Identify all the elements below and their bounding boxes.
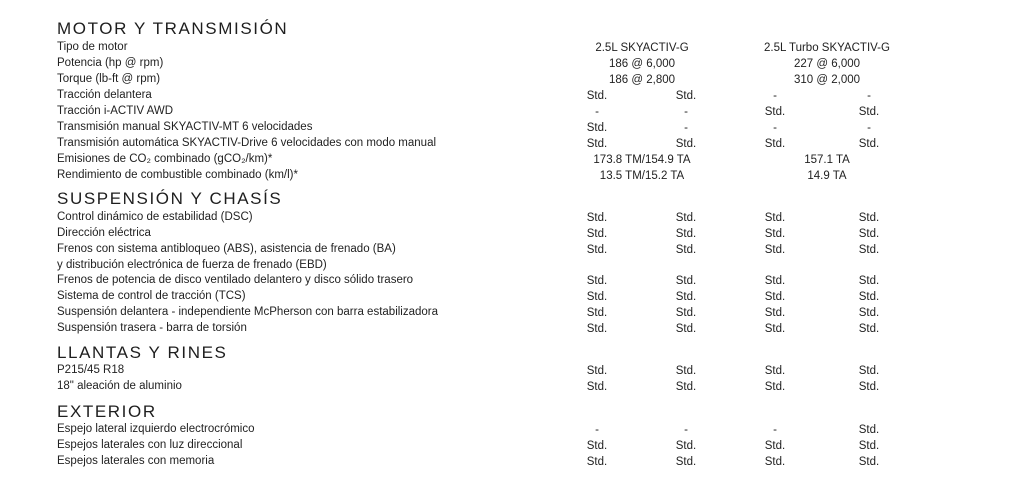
spec-value: - bbox=[595, 106, 599, 118]
spec-value: Std. bbox=[858, 307, 880, 319]
spec-row bbox=[57, 88, 957, 104]
spec-value: - bbox=[773, 90, 777, 102]
spec-label: Torque (lb-ft @ rpm) bbox=[57, 73, 161, 85]
spec-label: Sistema de control de tracción (TCS) bbox=[57, 290, 246, 302]
spec-row bbox=[57, 363, 957, 379]
spec-value: - bbox=[773, 424, 777, 436]
spec-label: Tracción i-ACTIV AWD bbox=[57, 105, 174, 117]
spec-value: Std. bbox=[586, 291, 608, 303]
spec-value: Std. bbox=[764, 275, 786, 287]
spec-value-merged: 173.8 TM/154.9 TA bbox=[593, 154, 691, 166]
spec-label: Espejos laterales con memoria bbox=[57, 455, 215, 467]
spec-value-merged: 186 @ 6,000 bbox=[608, 58, 676, 70]
section-title: LLANTAS Y RINES bbox=[57, 343, 228, 362]
spec-value: Std. bbox=[858, 275, 880, 287]
spec-row bbox=[57, 210, 957, 226]
spec-value: Std. bbox=[675, 90, 697, 102]
spec-value: Std. bbox=[858, 365, 880, 377]
spec-value: Std. bbox=[586, 456, 608, 468]
spec-value: Std. bbox=[586, 138, 608, 150]
spec-label: Control dinámico de estabilidad (DSC) bbox=[57, 211, 253, 223]
spec-value: Std. bbox=[764, 228, 786, 240]
spec-label: Espejo lateral izquierdo electrocrómico bbox=[57, 423, 255, 435]
spec-label: Transmisión automática SKYACTIV-Drive 6 velocidades con modo manual bbox=[57, 137, 437, 149]
spec-label: Potencia (hp @ rpm) bbox=[57, 57, 164, 69]
spec-value: Std. bbox=[586, 122, 608, 134]
spec-label: Emisiones de CO₂ combinado (gCO₂/km)* bbox=[57, 153, 273, 165]
spec-value: Std. bbox=[675, 244, 697, 256]
spec-value: - bbox=[684, 424, 688, 436]
spec-label: Suspensión delantera - independiente McPherson con barra estabilizadora bbox=[57, 306, 439, 318]
spec-value-merged: 157.1 TA bbox=[804, 154, 850, 166]
spec-row bbox=[57, 56, 957, 72]
spec-value: Std. bbox=[858, 244, 880, 256]
spec-value: - bbox=[867, 90, 871, 102]
spec-value: Std. bbox=[675, 440, 697, 452]
spec-value-merged: 227 @ 6,000 bbox=[793, 58, 861, 70]
spec-label: Dirección eléctrica bbox=[57, 227, 151, 239]
spec-value: Std. bbox=[675, 323, 697, 335]
spec-value: Std. bbox=[764, 440, 786, 452]
spec-value: - bbox=[773, 122, 777, 134]
spec-value: Std. bbox=[858, 456, 880, 468]
spec-value: Std. bbox=[675, 212, 697, 224]
spec-value: Std. bbox=[858, 228, 880, 240]
spec-label-cont: y distribución electrónica de fuerza de frenado (EBD) bbox=[57, 258, 327, 271]
spec-value-merged: 2.5L Turbo SKYACTIV-G bbox=[764, 42, 890, 54]
spec-value: Std. bbox=[586, 440, 608, 452]
spec-value: Std. bbox=[858, 381, 880, 393]
spec-row bbox=[57, 40, 957, 56]
spec-row bbox=[57, 273, 957, 289]
spec-value: Std. bbox=[764, 323, 786, 335]
spec-value: Std. bbox=[764, 456, 786, 468]
spec-value: Std. bbox=[858, 106, 880, 118]
spec-value: Std. bbox=[764, 106, 786, 118]
spec-row bbox=[57, 289, 957, 305]
spec-label-block bbox=[57, 242, 577, 273]
spec-value: Std. bbox=[858, 440, 880, 452]
spec-row bbox=[57, 120, 957, 136]
spec-label: Suspensión trasera - barra de torsión bbox=[57, 322, 247, 334]
spec-value: Std. bbox=[858, 212, 880, 224]
section-title: MOTOR Y TRANSMISIÓN bbox=[57, 19, 289, 38]
spec-label: Tipo de motor bbox=[57, 41, 128, 53]
spec-value: - bbox=[595, 424, 599, 436]
spec-value: Std. bbox=[586, 307, 608, 319]
spec-value: Std. bbox=[764, 381, 786, 393]
spec-value: Std. bbox=[675, 456, 697, 468]
spec-value: Std. bbox=[858, 323, 880, 335]
spec-value: - bbox=[684, 122, 688, 134]
spec-row bbox=[57, 136, 957, 152]
spec-label: P215/45 R18 bbox=[57, 364, 125, 376]
spec-value: Std. bbox=[675, 365, 697, 377]
spec-value-merged: 14.9 TA bbox=[807, 170, 847, 182]
spec-value: - bbox=[867, 122, 871, 134]
spec-value: Std. bbox=[586, 275, 608, 287]
spec-value: Std. bbox=[675, 381, 697, 393]
spec-value: Std. bbox=[764, 307, 786, 319]
spec-value-merged: 186 @ 2,800 bbox=[608, 74, 676, 86]
spec-value: Std. bbox=[675, 228, 697, 240]
spec-value: Std. bbox=[675, 291, 697, 303]
spec-value: Std. bbox=[858, 138, 880, 150]
spec-value-merged: 13.5 TM/15.2 TA bbox=[599, 170, 685, 182]
spec-label: Frenos con sistema antibloqueo (ABS), asistencia de frenado (BA) bbox=[57, 243, 396, 255]
spec-label: 18" aleación de aluminio bbox=[57, 380, 182, 392]
spec-label: Tracción delantera bbox=[57, 89, 152, 101]
spec-value: Std. bbox=[675, 275, 697, 287]
spec-value: Std. bbox=[764, 244, 786, 256]
spec-row bbox=[57, 242, 957, 273]
spec-value: Std. bbox=[764, 365, 786, 377]
spec-value: Std. bbox=[586, 90, 608, 102]
spec-row bbox=[57, 438, 957, 454]
spec-value-merged: 310 @ 2,000 bbox=[793, 74, 861, 86]
spec-value: Std. bbox=[764, 291, 786, 303]
spec-row bbox=[57, 321, 957, 337]
spec-value: Std. bbox=[858, 291, 880, 303]
spec-row bbox=[57, 104, 957, 120]
spec-value: - bbox=[684, 106, 688, 118]
section-title: EXTERIOR bbox=[57, 402, 157, 421]
spec-label: Transmisión manual SKYACTIV-MT 6 velocidades bbox=[57, 121, 313, 133]
spec-value: Std. bbox=[675, 307, 697, 319]
spec-label: Rendimiento de combustible combinado (km/l)* bbox=[57, 169, 298, 181]
spec-value: Std. bbox=[675, 138, 697, 150]
spec-value: Std. bbox=[764, 138, 786, 150]
spec-value: Std. bbox=[586, 323, 608, 335]
spec-row bbox=[57, 305, 957, 321]
spec-label: Frenos de potencia de disco ventilado delantero y disco sólido trasero bbox=[57, 274, 414, 286]
spec-row bbox=[57, 72, 957, 88]
spec-value: Std. bbox=[586, 365, 608, 377]
spec-row bbox=[57, 168, 957, 184]
spec-row bbox=[57, 226, 957, 242]
section-title: SUSPENSIÓN Y CHASÍS bbox=[57, 189, 283, 208]
spec-value: Std. bbox=[586, 381, 608, 393]
spec-row bbox=[57, 422, 957, 438]
spec-value: Std. bbox=[586, 244, 608, 256]
spec-value: Std. bbox=[586, 228, 608, 240]
spec-value-merged: 2.5L SKYACTIV-G bbox=[595, 42, 689, 54]
spec-value: Std. bbox=[764, 212, 786, 224]
spec-value: Std. bbox=[858, 424, 880, 436]
spec-value: Std. bbox=[586, 212, 608, 224]
spec-row bbox=[57, 152, 957, 168]
spec-row bbox=[57, 454, 957, 470]
spec-label: Espejos laterales con luz direccional bbox=[57, 439, 243, 451]
spec-row bbox=[57, 379, 957, 395]
